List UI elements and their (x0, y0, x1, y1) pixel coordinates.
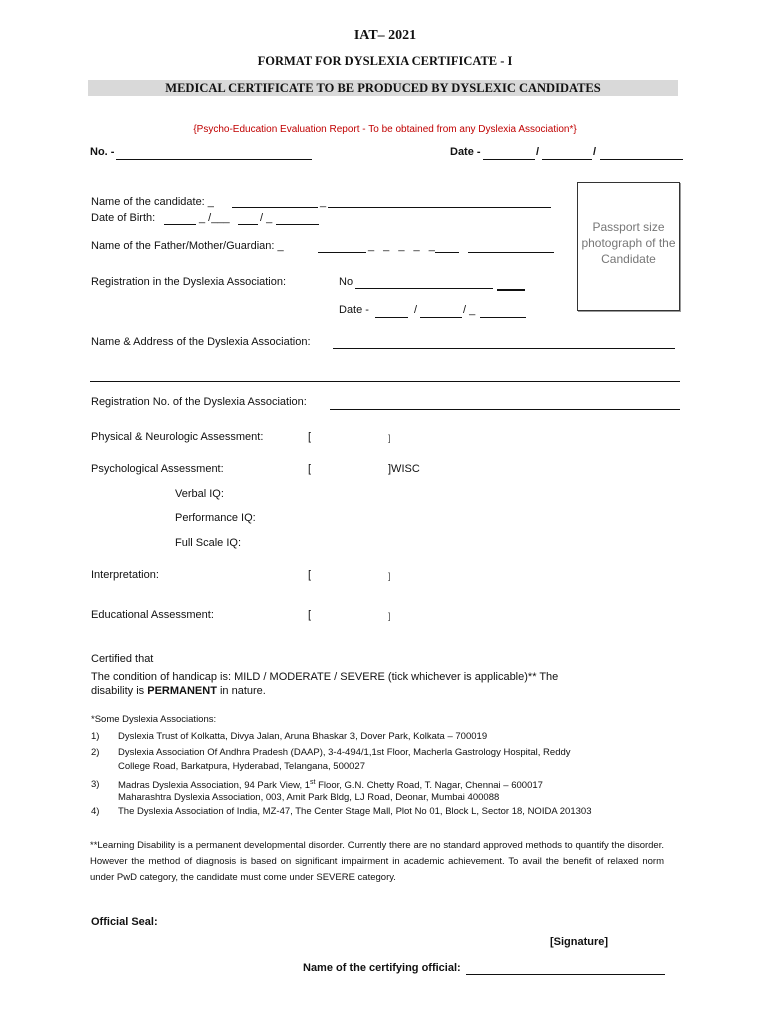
date-sep-2: / (593, 146, 597, 158)
dob-year-line (276, 224, 319, 225)
assoc-address-line-1 (333, 348, 675, 349)
interpretation-bracket-close: ] (388, 571, 391, 582)
date-year-line (600, 159, 683, 160)
wisc-label: ]WISC (388, 463, 420, 475)
interpretation-label: Interpretation: (91, 569, 159, 581)
performance-iq-label: Performance IQ: (175, 512, 256, 524)
physical-bracket-open: [ (308, 431, 312, 443)
assoc-reg-no-label: Registration No. of the Dyslexia Association: (91, 396, 307, 408)
date-label: Date - (450, 146, 481, 158)
reg-date-year-line (480, 317, 526, 318)
exam-title: IAT– 2021 (353, 28, 417, 43)
assoc-reg-no-line (330, 409, 680, 410)
educational-bracket-close: ] (388, 611, 391, 622)
candidate-name-mid: _ (320, 196, 327, 208)
date-sep-1: / (536, 146, 540, 158)
physical-assessment-label: Physical & Neurologic Assessment: (91, 431, 264, 443)
permanent-text: PERMANENT (147, 685, 217, 697)
assoc-address-line-2 (90, 381, 680, 382)
psychological-bracket-open: [ (308, 463, 312, 475)
dob-month-line (238, 224, 258, 225)
assoc-2-line-2: College Road, Barkatpura, Hyderabad, Telangana, 500027 (118, 761, 365, 772)
assoc-3-line-2: Maharashtra Dyslexia Association, 003, Amit Park Bldg, LJ Road, Deonar, Mumbai 400088 (118, 792, 500, 803)
assoc-1-num: 1) (91, 731, 100, 742)
reg-date-label: Date - (339, 304, 369, 316)
guardian-line-3 (468, 252, 554, 253)
report-subtitle: {Psycho-Education Evaluation Report - To be obtained from any Dyslexia Association*} (193, 124, 577, 135)
physical-bracket-close: ] (388, 433, 391, 444)
verbal-iq-label: Verbal IQ: (175, 488, 224, 500)
condition-line-2 (91, 685, 266, 697)
reg-no-line-2 (497, 289, 525, 291)
banner-title: MEDICAL CERTIFICATE TO BE PRODUCED BY DYSLEXIC CANDIDATES (165, 81, 601, 95)
guardian-line-2 (435, 252, 459, 253)
certificate-no-label: No. - (90, 146, 115, 158)
certificate-no-line (116, 159, 312, 160)
date-month-line (542, 159, 592, 160)
dob-parts: _ /___ (199, 212, 230, 224)
certifying-official-label: Name of the certifying official: (303, 962, 461, 974)
assoc-3-num: 3) (91, 779, 100, 790)
reg-date-sep-1: / (414, 304, 418, 316)
guardian-line-1 (318, 252, 366, 253)
guardian-fill: _ _ _ _ _ (368, 240, 438, 252)
candidate-name-label: Name of the candidate: _ (91, 196, 214, 208)
registration-label: Registration in the Dyslexia Association: (91, 276, 287, 288)
candidate-name-line-2 (328, 207, 551, 208)
full-scale-iq-label: Full Scale IQ: (175, 537, 242, 549)
reg-date-sep-2: / _ (463, 304, 476, 316)
dob-day-line (164, 224, 196, 225)
condition-line-2-post: in nature. (216, 685, 266, 697)
assoc-2-line-1: Dyslexia Association Of Andhra Pradesh (DAAP), 3-4-494/1,1st Floor, Macherla Gastrology Hospital, Reddy (118, 747, 571, 758)
assoc-3-line-1 (118, 779, 543, 791)
assoc-3-superscript: st (310, 779, 316, 786)
dob-label: Date of Birth: (91, 212, 156, 224)
psychological-assessment-label: Psychological Assessment: (91, 463, 224, 475)
format-title: FORMAT FOR DYSLEXIA CERTIFICATE - I (257, 54, 513, 68)
candidate-name-line-1 (232, 207, 318, 208)
official-seal-label: Official Seal: (91, 916, 158, 928)
certified-that: Certified that (91, 653, 154, 665)
associations-heading: *Some Dyslexia Associations: (91, 714, 217, 725)
condition-line-2-pre: disability is (91, 685, 148, 697)
reg-no-line (355, 288, 493, 289)
assoc-name-address-label: Name & Address of the Dyslexia Association: (91, 336, 311, 348)
educational-assessment-label: Educational Assessment: (91, 609, 214, 621)
dob-sep: / _ (260, 212, 273, 224)
condition-line-1: The condition of handicap is: MILD / MODERATE / SEVERE (tick whichever is applicable)** The (91, 671, 559, 683)
reg-date-month-line (420, 317, 462, 318)
assoc-4-line-1: The Dyslexia Association of India, MZ-47, The Center Stage Mall, Plot No 01, Block L, Sector 18, NOIDA 201303 (118, 806, 592, 817)
reg-date-day-line (375, 317, 408, 318)
learning-disability-footnote: **Learning Disability is a permanent developmental disorder. Currently there are no standard approved methods to quantify the disorder. However the method of diagnosis is based on significant impairment in academic achievement. To avail the benefit of relaxed norm under PwD category, the candidate must come under SEVERE category. (90, 840, 664, 883)
assoc-4-num: 4) (91, 806, 100, 817)
guardian-label: Name of the Father/Mother/Guardian: _ (91, 240, 284, 252)
reg-no-label: No (339, 276, 354, 288)
assoc-1-line-1: Dyslexia Trust of Kolkatta, Divya Jalan, Aruna Bhaskar 3, Dover Park, Kolkata – 700019 (118, 731, 488, 742)
signature-label: [Signature] (550, 936, 609, 948)
educational-bracket-open: [ (308, 609, 312, 621)
interpretation-bracket-open: [ (308, 569, 312, 581)
photo-placeholder-text: Passport size photograph of the Candidate (581, 220, 676, 266)
assoc-3-line-1a: Madras Dyslexia Association, 94 Park View, 1 (118, 780, 311, 792)
date-day-line (483, 159, 535, 160)
passport-photo-box (577, 182, 680, 311)
certifying-official-line (466, 974, 665, 975)
assoc-2-num: 2) (91, 747, 100, 758)
assoc-3-line-1b: Floor, G.N. Chetty Road, T. Nagar, Chennai – 600017 (315, 780, 543, 792)
